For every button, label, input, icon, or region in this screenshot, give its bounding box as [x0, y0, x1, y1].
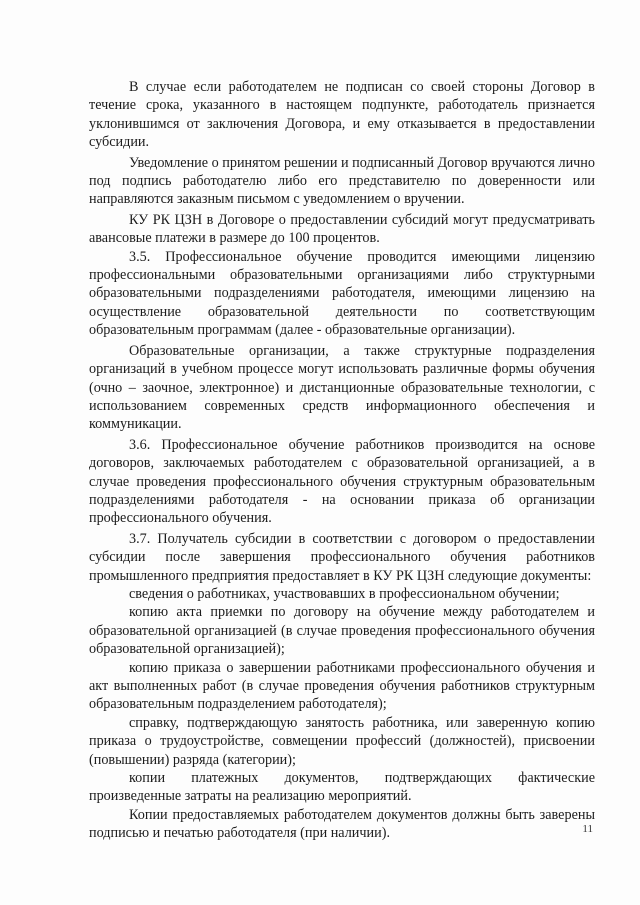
list-item-employee-info: сведения о работниках, участвовавших в профессиональном обучении; — [129, 585, 560, 602]
paragraph-3-6: 3.6. Профессиональное обучение работников производится на основе договоров, заключаемых работодателем с образовательной организацией, а в случае проведения профессионального обучения структурным образовательным подразделениями работодателя - на основании приказа об организации профессионального обучения. — [89, 436, 595, 527]
paragraph-3-7: 3.7. Получатель субсидии в соответствии с договором о предоставлении субсидии после завершения профессионального обучения работников промышленного предприятия предоставляет в КУ РК ЦЗН следующие документы: — [89, 530, 595, 584]
paragraph-refusal: В случае если работодателем не подписан со своей стороны Договор в течение срока, указанного в настоящем подпункте, работодатель признается уклонившимся от заключения Договора, и ему отказывается в предоставлении субсидии. — [89, 79, 595, 151]
paragraph-educational-organizations: Образовательные организации, а также структурные подразделения организаций в учебном процессе могут использовать различные формы обучения (очно – заочное, электронное) и дистанционные образовательные технологии, с использованием современных средств информационного обеспечения и коммуникации. — [89, 342, 595, 433]
list-item-acceptance-act: копию акта приемки по договору на обучение между работодателем и образовательной организацией (в случае проведения профессионального обучения образовательной организацией); — [89, 604, 595, 658]
paragraph-certification: Копии предоставляемых работодателем документов должны быть заверены подписью и печатью работодателя (при наличии). — [89, 806, 595, 842]
list-item-employment-certificate: справку, подтверждающую занятость работника, или заверенную копию приказа о трудоустройстве, совмещении профессий (должностей), присвоении (повышении) разряда (категории); — [89, 714, 595, 768]
page-number: 11 — [582, 823, 593, 835]
document-body — [89, 78, 595, 843]
list-item-payment-documents: копии платежных документов, подтверждающих фактические произведенные затраты на реализацию мероприятий. — [89, 770, 595, 805]
list-item-completion-order: копию приказа о завершении работниками профессионального обучения и акт выполненных работ (в случае проведения обучения работников структурным образовательным подразделением работодателя); — [89, 659, 595, 713]
paragraph-notification: Уведомление о принятом решении и подписанный Договор вручаются лично под подпись работодателю либо его представителю по доверенности или направляются заказным письмом с уведомлением о вручении. — [89, 154, 595, 208]
paragraph-3-5: 3.5. Профессиональное обучение проводится имеющими лицензию профессиональными образовательными организациями либо структурными образовательными подразделениями работодателя, имеющими лицензию на осуществление образовательной деятельности по соответствующим образовательным программам (далее - образовательные организации). — [89, 248, 595, 339]
paragraph-advance-payments: КУ РК ЦЗН в Договоре о предоставлении субсидий могут предусматривать авансовые платежи в размере до 100 процентов. — [89, 211, 595, 247]
